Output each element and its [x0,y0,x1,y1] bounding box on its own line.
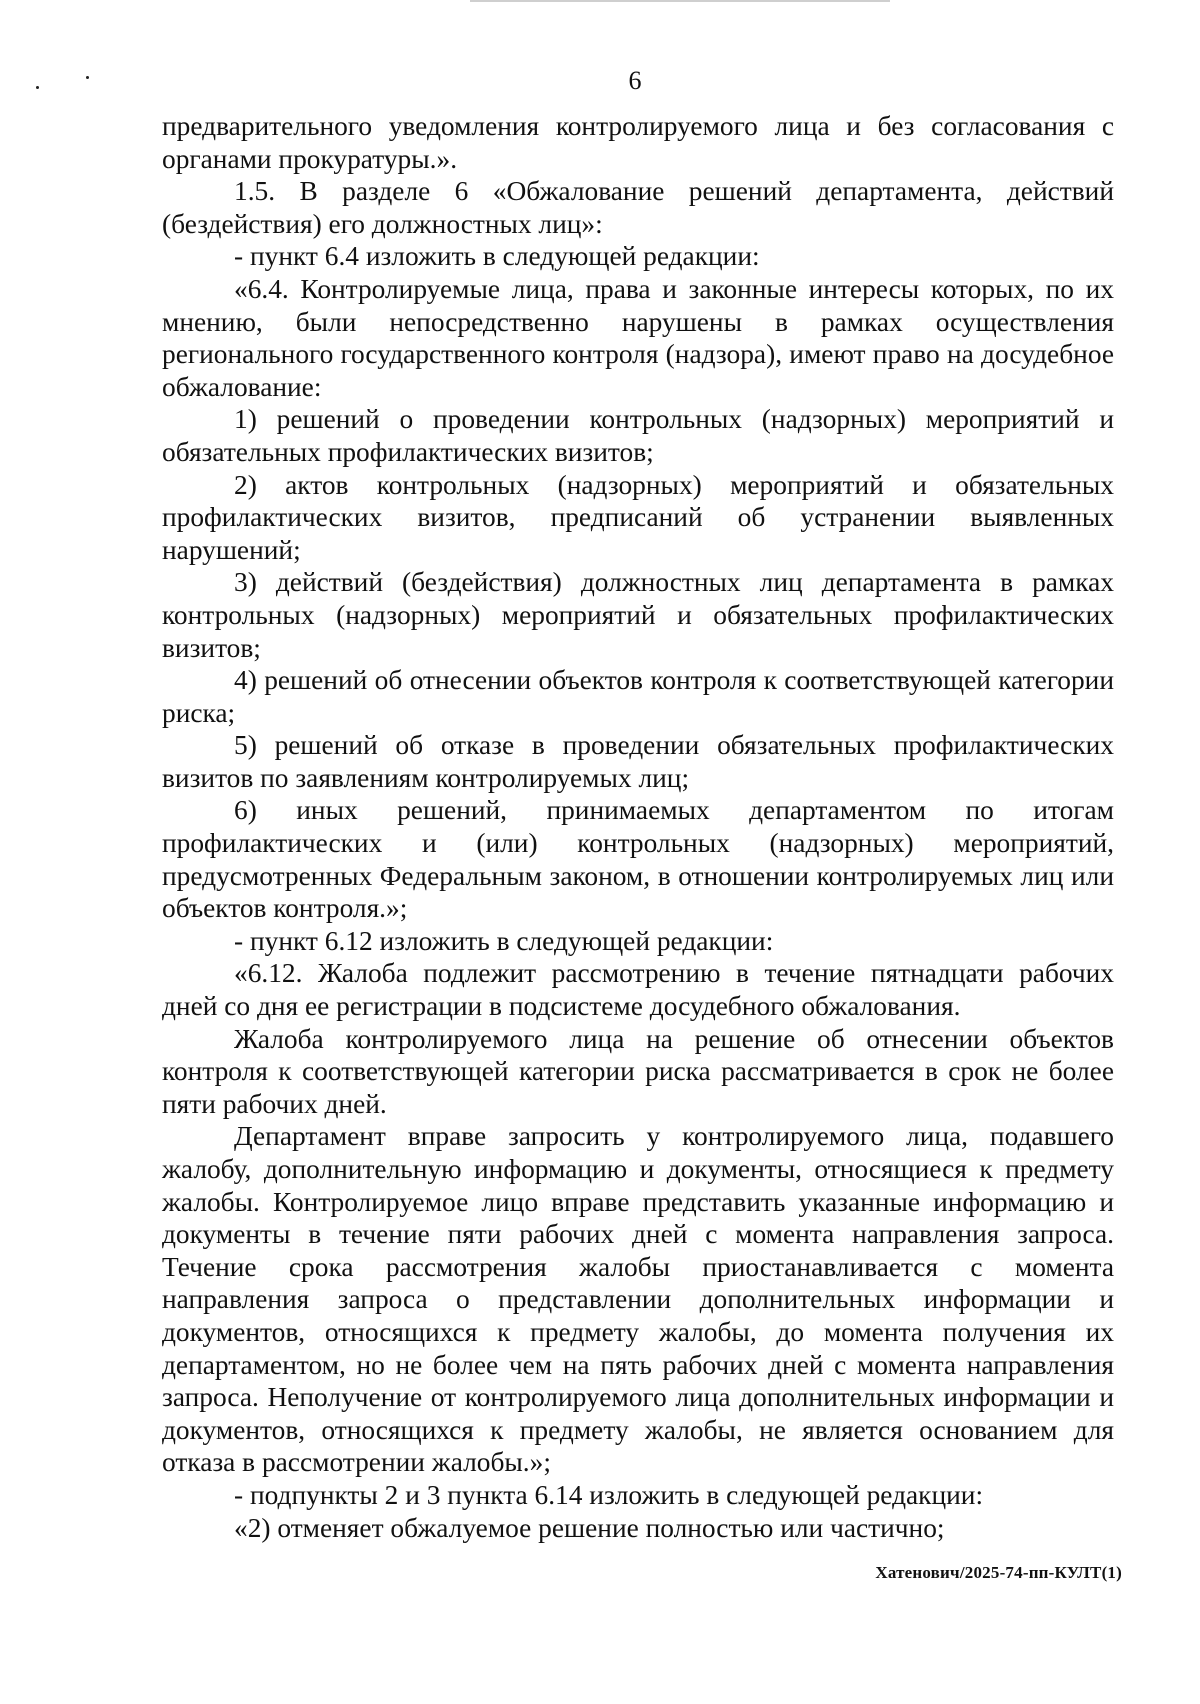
paragraph: Департамент вправе запросить у контролируемого лица, подавшего жалобу, дополнительную информацию и документы, относящиеся к предмету жалобы. Контролируемое лицо вправе представить указанные информацию и документы в течение пяти рабочих дней с момента направления запроса. Течение срока рассмотрения жалобы приостанавливается с момента направления запроса о представлении дополнительных информации и документов, относящихся к предмету жалобы, до момента получения их департаментом, но не более чем на пять рабочих дней с момента направления запроса. Неполучение от контролируемого лица дополнительных информации и документов, относящихся к предмету жалобы, не является основанием для отказа в рассмотрении жалобы.»; [162,1121,1114,1478]
paragraph: Жалоба контролируемого лица на решение об отнесении объектов контроля к соответствующей категории риска рассматривается в срок не более пяти рабочих дней. [162,1023,1114,1119]
paragraph: «6.4. Контролируемые лица, права и законные интересы которых, по их мнению, были непосредственно нарушены в рамках осуществления регионального государственного контроля (надзора), имеют право на досудебное обжалование: [162,273,1114,402]
page-number: 6 [628,66,642,95]
paragraph: 4) решений об отнесении объектов контроля к соответствующей категории риска; [162,665,1114,728]
paragraph: «2) отменяет обжалуемое решение полностью или частично; [234,1512,945,1543]
paragraph: «6.12. Жалоба подлежит рассмотрению в течение пятнадцати рабочих дней со дня ее регистрации в подсистеме досудебного обжалования. [162,958,1114,1022]
paragraph: - пункт 6.12 изложить в следующей редакции: [234,925,774,956]
document-footer-code: Хатенович/2025-74-пп-КУЛТ(1) [875,1563,1122,1582]
paragraph: предварительного уведомления контролируемого лица и без согласования с органами прокуратуры.». [162,111,1114,174]
paragraph: 5) решений об отказе в проведении обязательных профилактических визитов по заявлениям контролируемых лиц; [162,730,1114,793]
document-body [162,110,1114,1544]
paragraph: - пункт 6.4 изложить в следующей редакции: [234,241,760,272]
paragraph: 2) актов контрольных (надзорных) мероприятий и обязательных профилактических визитов, предписаний об устранении выявленных нарушений; [162,469,1114,565]
paragraph: 6) иных решений, принимаемых департаментом по итогам профилактических и (или) контрольных (надзорных) мероприятий, предусмотренных Федеральным законом, в отношении контролируемых лиц или объектов контроля.»; [162,795,1114,924]
paragraph: - подпункты 2 и 3 пункта 6.14 изложить в следующей редакции: [234,1479,984,1510]
paragraph: 1) решений о проведении контрольных (надзорных) мероприятий и обязательных профилактических визитов; [162,404,1114,467]
paragraph: 1.5. В разделе 6 «Обжалование решений департамента, действий (бездействия) его должностных лиц»: [162,176,1114,239]
scan-artifact-line [470,0,890,2]
paragraph: 3) действий (бездействия) должностных лиц департамента в рамках контрольных (надзорных) мероприятий и обязательных профилактических визитов; [162,567,1114,663]
